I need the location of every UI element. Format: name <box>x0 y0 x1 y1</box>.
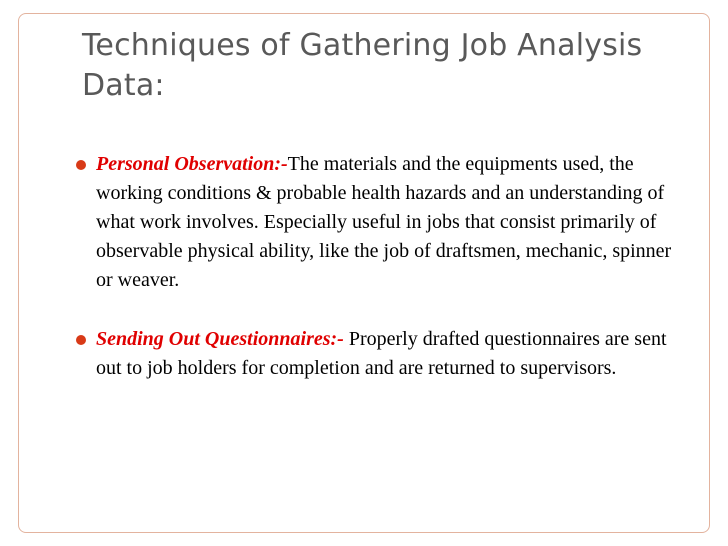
bullet-term: Sending Out Questionnaires:- <box>96 328 344 350</box>
bullet-term: Personal Observation:- <box>96 153 288 175</box>
bullet-text: Properly drafted questionnaires are sent out to job holders for completion and are returned to supervisors. <box>96 328 667 379</box>
bullet-list <box>74 150 684 383</box>
bullet-personal-observation <box>74 150 684 295</box>
bullet-dot-icon <box>76 160 86 170</box>
bullet-dot-icon <box>76 335 86 345</box>
slide-title: Techniques of Gathering Job Analysis Data: <box>82 28 643 103</box>
bullet-text: The materials and the equipments used, the working conditions & probable health hazards and an understanding of what work involves. Especially useful in jobs that consist primarily of observable physical ability, like the job of draftsmen, mechanic, spinner or weaver. <box>96 153 672 291</box>
bullet-sending-questionnaires <box>74 325 684 383</box>
